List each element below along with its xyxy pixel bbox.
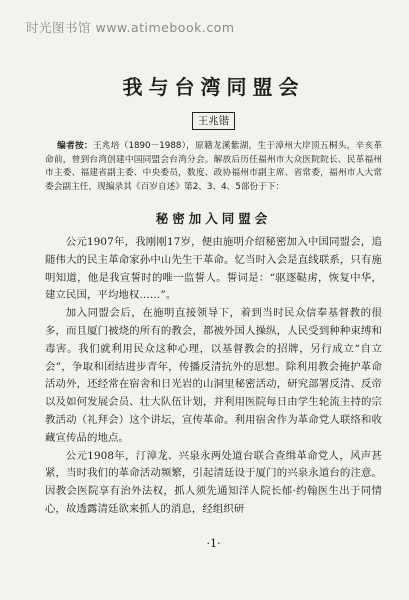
watermark: 时光图书馆 www.atimebook.com bbox=[26, 20, 235, 35]
article-title: 我与台湾同盟会 bbox=[122, 75, 305, 99]
body-paragraph-1: 公元1907年，我刚刚17岁，便由施明介绍秘密加入中国同盟会，追随伟大的民主革命家孙中山先生干革命。忆当时入会是直线联系，只有施明知道，他是我宣誓时的唯一监誓人。誓词是：“驱逐鞑虏，恢复中华，建立民国，平均地权……”。 bbox=[45, 236, 382, 302]
body-paragraph-2: 加入同盟会后，在施明直接领导下，着到当时民众信奉基督教的很多，而且厦门被烧的所有的教会，都被外国人操纵，人民受到种种束缚和毒害。我们就利用民众这种心理，以基督教会的招牌，另行成立“自立会”，争取和团结进步青年，传播反清抗外的思想。除利用教会掩护革命活动外，还经常在宿舍和日光岩的山洞里秘密活动，研究部署反清、反帝以及如何发展会员、壮大队伍计划，并利用医院每日由学生轮流主持的宗教活动（礼拜会）这个讲坛，宣传革命。利用宿舍作为革命党人联络和收藏宣传品的地点。 bbox=[45, 307, 382, 444]
section-title: 秘密加入同盟会 bbox=[155, 211, 272, 226]
editor-note bbox=[45, 140, 382, 194]
author-wrapper bbox=[45, 109, 382, 131]
editor-note-label: 编者按： bbox=[57, 141, 93, 151]
author-name: 王兆锴 bbox=[192, 112, 236, 130]
document-page bbox=[45, 75, 383, 550]
editor-note-text: 王兆培（1890－1988），原籍龙溪紫湖，生于漳州大岸顶五桐头，辛亥革命前，曾到台湾创建中国同盟会台湾分会。解放后历任福州市大众医院院长、民革福州市主委、福建省副主委、中央委员，数度、政协福州市副主席、省常委，福州市人大常委会副主任，现编录其《百岁自述》第2、3、4、5部份于下： bbox=[45, 141, 383, 192]
page-number: ·1· bbox=[206, 537, 221, 550]
body-paragraph-3: 公元1908年，汀漳龙、兴泉永两处道台联合查缉革命党人，风声甚紧，当时我们的革命活动频繁，引起清廷设于厦门的兴泉永道台的注意。因教会医院享有治外法权，抓人须先通知洋人院长郁·约翰医生出于同情心，故透露清廷欲来抓人的消息，经组织研 bbox=[45, 449, 382, 515]
